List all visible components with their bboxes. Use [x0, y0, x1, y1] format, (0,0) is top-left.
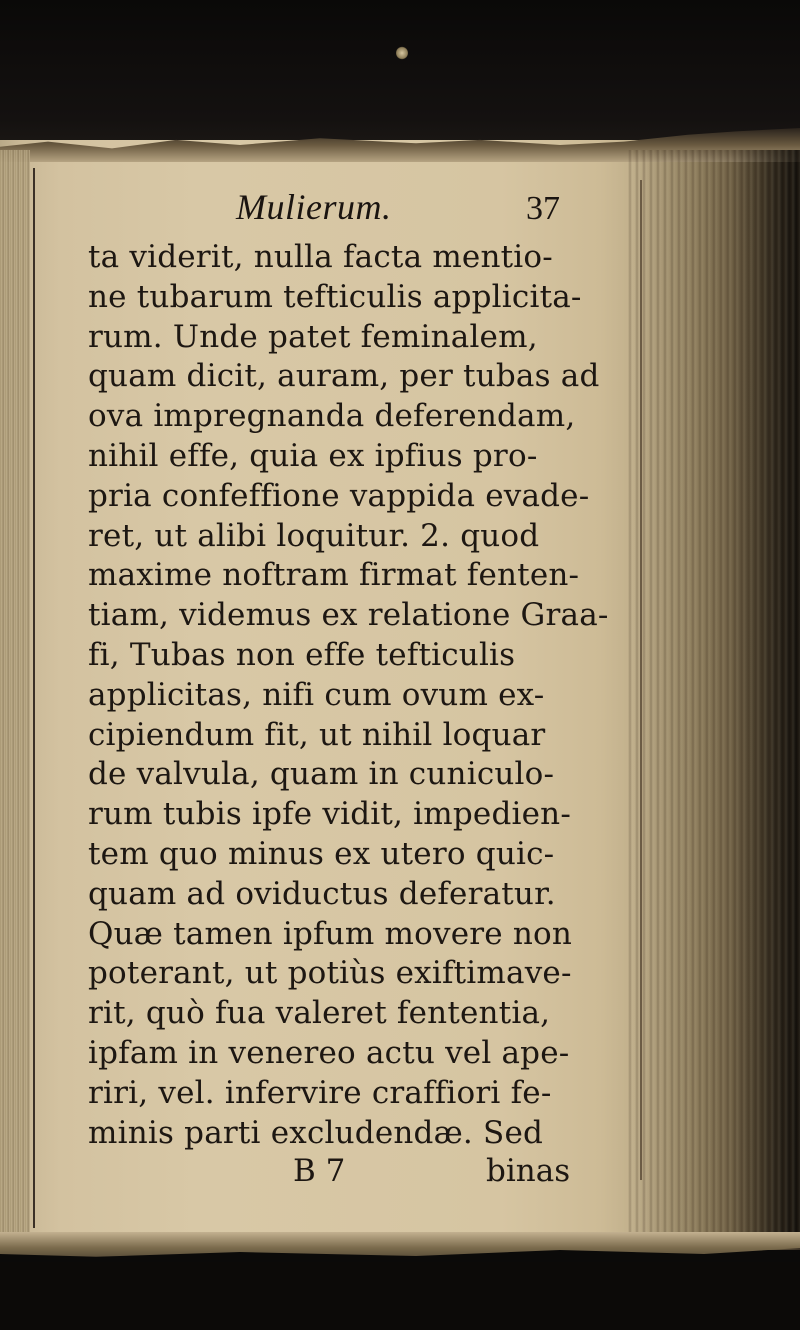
text-line: rit, quò fua valeret fententia, [88, 995, 551, 1032]
text-line: cipiendum fit, ut nihil loquar [88, 716, 546, 753]
page-text [88, 186, 628, 1193]
text-line: ova impregnanda deferendam, [88, 398, 576, 435]
text-line: nihil effe, quia ex ipfius pro- [88, 437, 538, 474]
text-line: tem quo minus ex utero quic- [88, 835, 555, 872]
catchword: binas [486, 1153, 571, 1190]
text-line: quam ad oviductus deferatur. [88, 875, 556, 912]
signature-mark: B 7 [293, 1153, 346, 1190]
left-margin-rule [33, 168, 35, 1228]
text-line: riri, vel. infervire craffiori fe- [88, 1074, 552, 1111]
dust-speck [396, 46, 408, 60]
text-line: de valvula, quam in cuniculo- [88, 756, 555, 793]
left-page-stack [0, 150, 30, 1240]
text-line: rum tubis ipfe vidit, impedien- [88, 796, 572, 833]
background-bottom [0, 1262, 800, 1330]
text-line: applicitas, nifi cum ovum ex- [88, 676, 545, 713]
text-line: maxime noftram firmat fenten- [88, 557, 580, 594]
background-top [0, 0, 800, 150]
text-line: pria confeffione vappida evade- [88, 477, 590, 514]
text-line: ret, ut alibi loquitur. 2. quod [88, 517, 540, 554]
text-lines [88, 238, 628, 1153]
text-line: tiam, videmus ex relatione Graa- [88, 597, 609, 634]
page-footer [88, 1153, 628, 1193]
right-gutter-rule [640, 180, 642, 1180]
running-head: Mulierum. [236, 187, 392, 227]
text-line: poterant, ut potiùs exiftimave- [88, 955, 572, 992]
page-number: 37 [526, 190, 560, 227]
right-page-stack [628, 150, 800, 1240]
text-line: minis parti excludendæ. Sed [88, 1114, 544, 1151]
text-line: rum. Unde patet feminalem, [88, 318, 538, 355]
text-line: quam dicit, auram, per tubas ad [88, 358, 600, 395]
text-line: Quæ tamen ipfum movere non [88, 915, 573, 952]
text-line: fi, Tubas non effe tefticulis [88, 636, 516, 673]
text-line: ipfam in venereo actu vel ape- [88, 1034, 570, 1071]
text-line: ta viderit, nulla facta mentio- [88, 239, 553, 275]
page-header [88, 186, 628, 238]
text-line: ne tubarum tefticulis applicita- [88, 278, 582, 315]
